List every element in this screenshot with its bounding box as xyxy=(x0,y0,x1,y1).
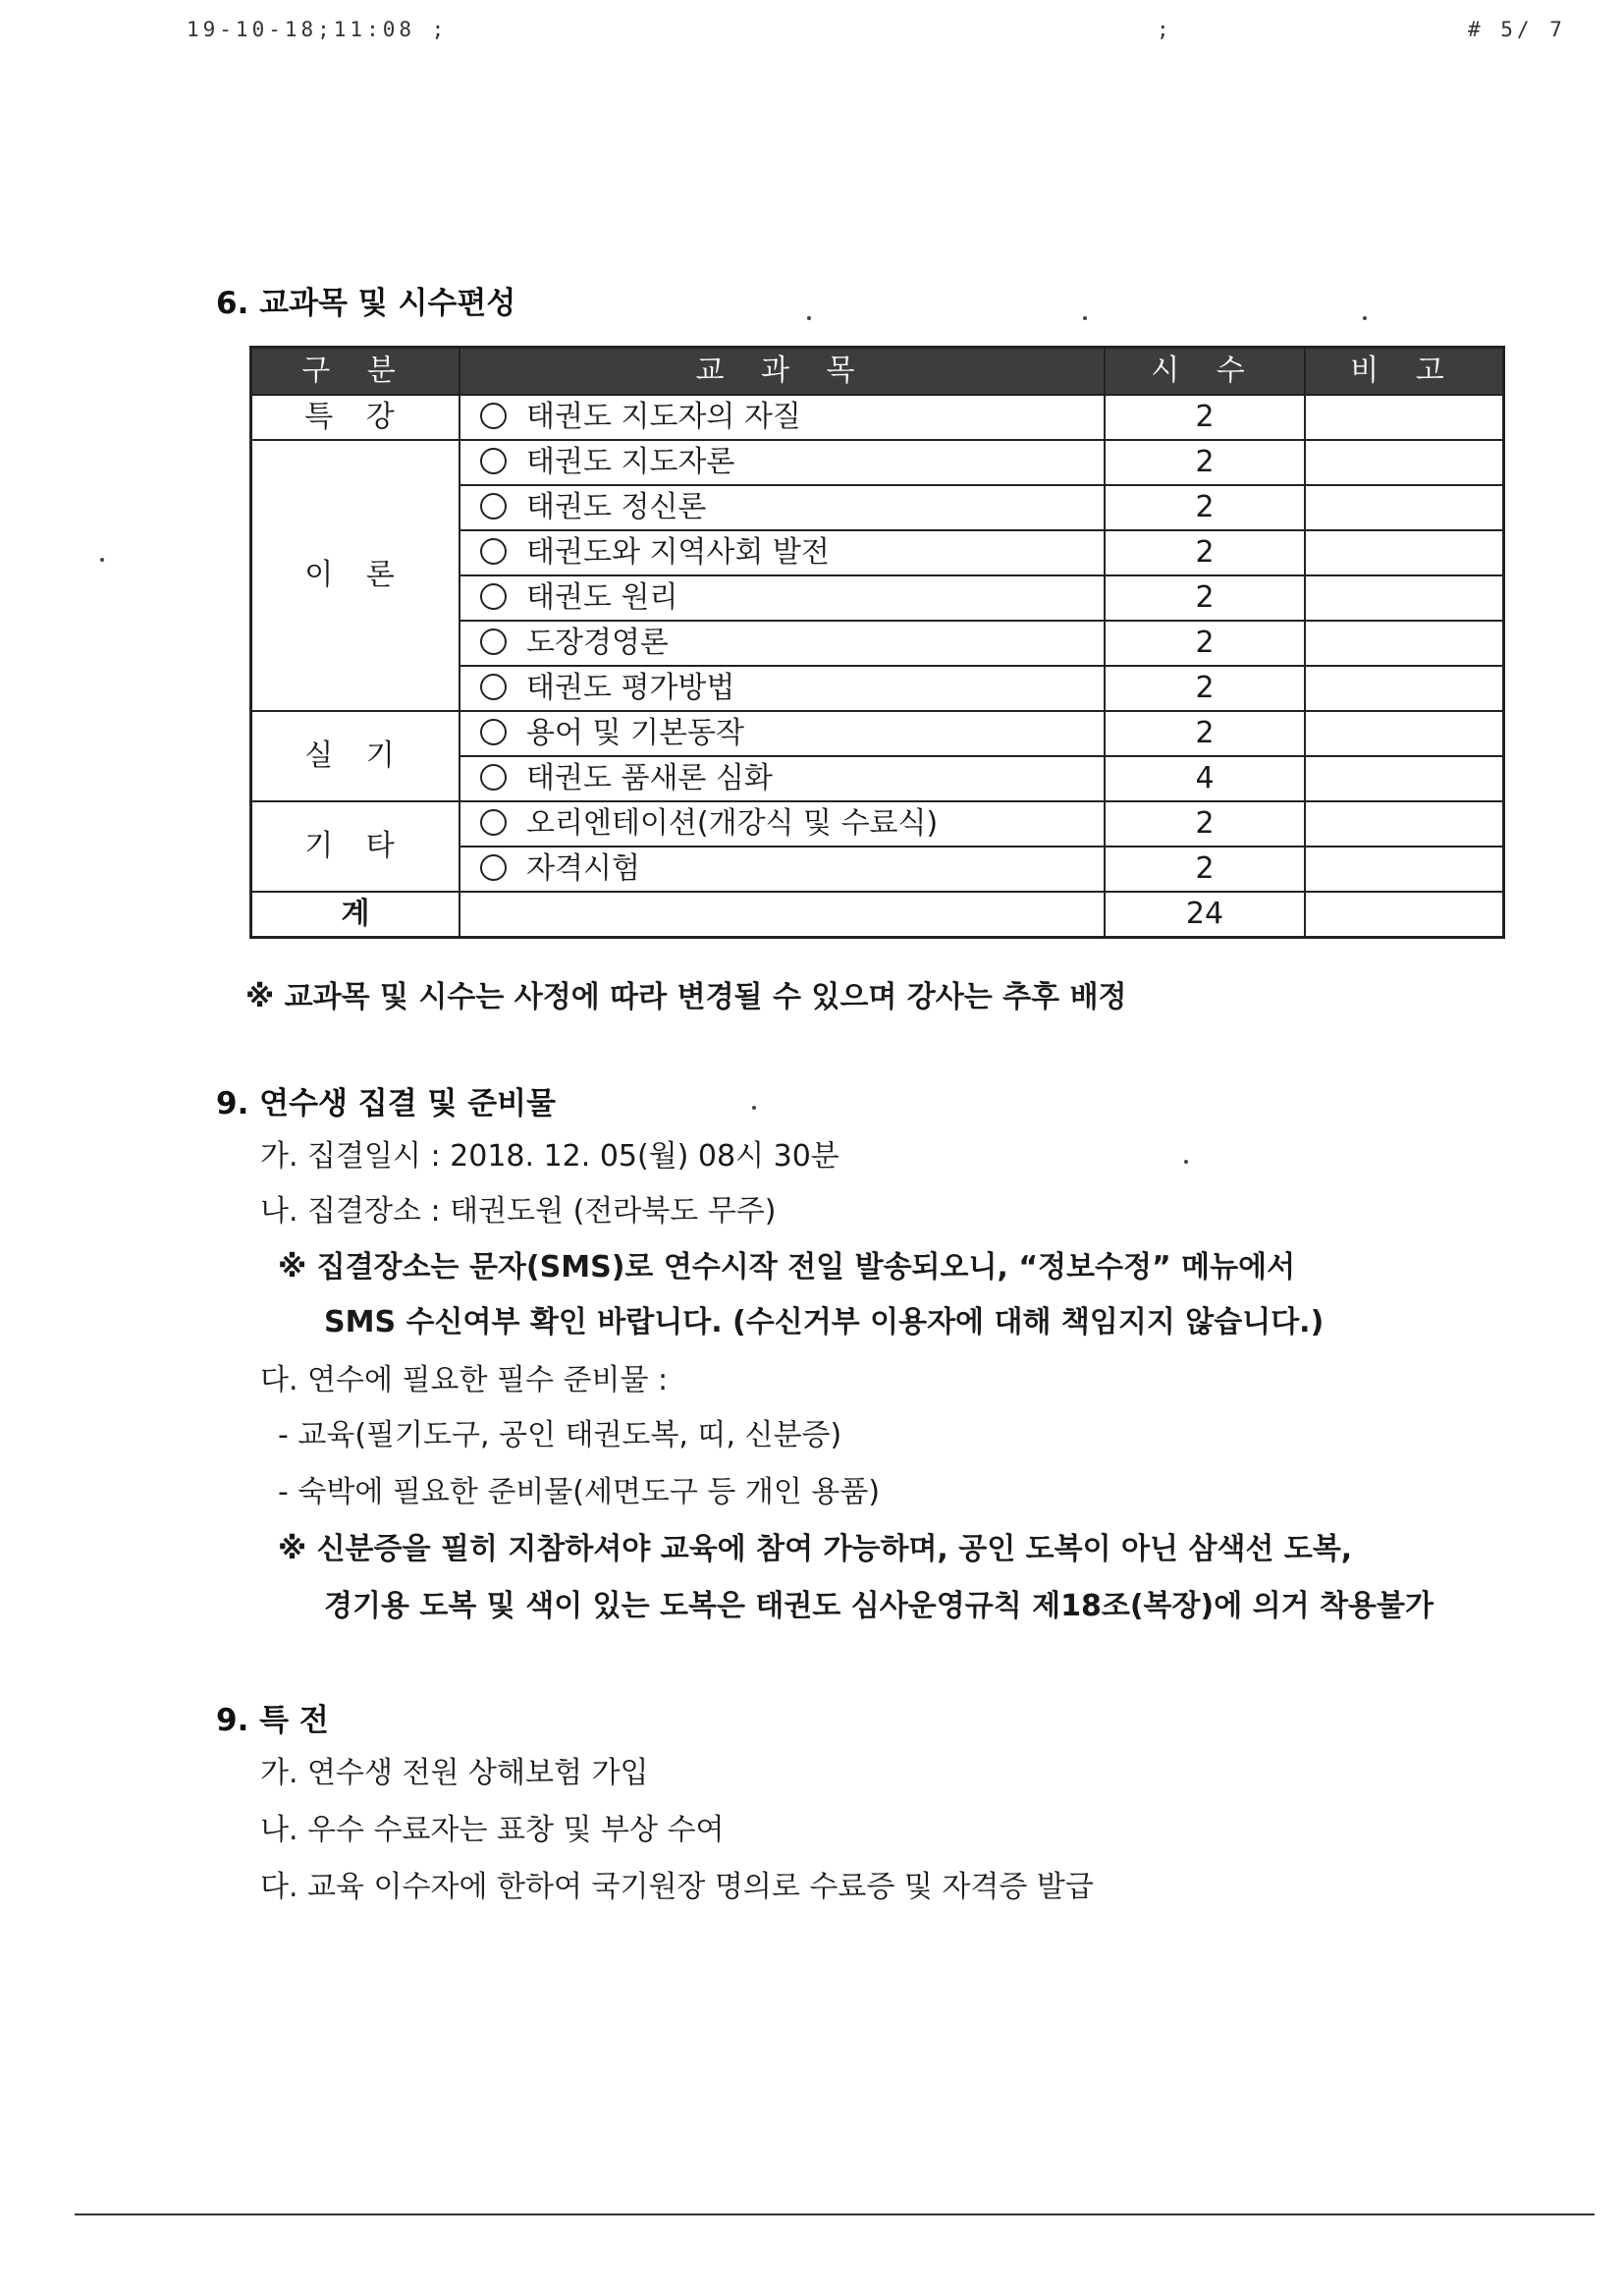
total-notes-cell xyxy=(1305,892,1504,938)
fax-timestamp: 19-10-18;11:08 ; xyxy=(187,18,449,41)
hours-cell: 2 xyxy=(1105,711,1305,756)
subject-cell: 용어 및 기본동작 xyxy=(460,711,1105,756)
notes-cell xyxy=(1305,621,1504,666)
header-subject: 교 과 목 xyxy=(460,348,1105,396)
id-notice-line2: 경기용 도복 및 색이 있는 도복은 태권도 심사운영규칙 제18조(복장)에 의거 착용불가 xyxy=(324,1589,1434,1623)
assembly-datetime: 가. 집결일시 : 2018. 12. 05(월) 08시 30분 xyxy=(260,1139,839,1174)
circle-bullet-icon xyxy=(480,809,507,836)
sms-notice-line2: SMS 수신여부 확인 바랍니다. (수신거부 이용자에 대해 책임지지 않습니다.) xyxy=(324,1305,1325,1339)
fax-header xyxy=(0,18,1623,57)
hours-cell: 2 xyxy=(1105,485,1305,530)
hours-cell: 2 xyxy=(1105,666,1305,711)
table-row xyxy=(251,801,1504,847)
circle-bullet-icon xyxy=(480,403,507,429)
category-special-lecture: 특 강 xyxy=(251,395,460,440)
subject-cell: 도장경영론 xyxy=(460,621,1105,666)
circle-bullet-icon xyxy=(480,448,507,474)
notes-cell xyxy=(1305,711,1504,756)
benefit-insurance: 가. 연수생 전원 상해보험 가입 xyxy=(260,1756,649,1790)
supplies-education: - 교육(필기도구, 공인 태권도복, 띠, 신분증) xyxy=(278,1418,842,1452)
hours-cell: 2 xyxy=(1105,575,1305,621)
curriculum-note: ※ 교과목 및 시수는 사정에 따라 변경될 수 있으며 강사는 추후 배정 xyxy=(245,980,1127,1014)
circle-bullet-icon xyxy=(480,493,507,519)
subject-cell: 자격시험 xyxy=(460,847,1105,892)
curriculum-table xyxy=(249,346,1505,939)
subject-cell: 태권도와 지역사회 발전 xyxy=(460,530,1105,575)
table-row xyxy=(251,395,1504,440)
subject-cell: 태권도 정신론 xyxy=(460,485,1105,530)
supplies-heading: 다. 연수에 필요한 필수 준비물 : xyxy=(260,1363,669,1397)
subject-cell: 태권도 지도자론 xyxy=(460,440,1105,485)
table-total-row xyxy=(251,892,1504,938)
fax-page-number: # 5/ 7 xyxy=(1468,18,1566,41)
id-notice-line1: ※ 신분증을 필히 지참하셔야 교육에 참여 가능하며, 공인 도복이 아닌 삼색선 도복, xyxy=(278,1532,1353,1566)
notes-cell xyxy=(1305,440,1504,485)
subject-cell: 태권도 품새론 심화 xyxy=(460,756,1105,801)
section-9-assembly-title: 9. 연수생 집결 및 준비물 xyxy=(216,1086,557,1121)
category-etc: 기 타 xyxy=(251,801,460,892)
scan-speck xyxy=(1363,316,1367,320)
circle-bullet-icon xyxy=(480,764,507,791)
table-header-row xyxy=(251,348,1504,396)
scan-speck xyxy=(752,1106,756,1110)
notes-cell xyxy=(1305,395,1504,440)
notes-cell xyxy=(1305,485,1504,530)
hours-cell: 4 xyxy=(1105,756,1305,801)
subject-cell: 태권도 지도자의 자질 xyxy=(460,395,1105,440)
benefit-certificate: 다. 교육 이수자에 한하여 국기원장 명의로 수료증 및 자격증 발급 xyxy=(260,1870,1094,1904)
assembly-location: 나. 집결장소 : 태권도원 (전라북도 무주) xyxy=(260,1194,777,1229)
hours-cell: 2 xyxy=(1105,621,1305,666)
hours-cell: 2 xyxy=(1105,530,1305,575)
total-subject-cell xyxy=(460,892,1105,938)
table-row xyxy=(251,440,1504,485)
supplies-lodging: - 숙박에 필요한 준비물(세면도구 등 개인 용품) xyxy=(278,1475,881,1509)
circle-bullet-icon xyxy=(480,674,507,700)
header-notes: 비 고 xyxy=(1305,348,1504,396)
total-hours: 24 xyxy=(1105,892,1305,938)
table-row xyxy=(251,711,1504,756)
benefit-award: 나. 우수 수료자는 표창 및 부상 수여 xyxy=(260,1813,725,1847)
notes-cell xyxy=(1305,666,1504,711)
section-6-title: 6. 교과목 및 시수편성 xyxy=(216,286,516,321)
category-theory: 이 론 xyxy=(251,440,460,711)
sms-notice-line1: ※ 집결장소는 문자(SMS)로 연수시작 전일 발송되오니, “정보수정” 메뉴에서 xyxy=(278,1250,1296,1285)
total-label: 계 xyxy=(251,892,460,938)
circle-bullet-icon xyxy=(480,854,507,881)
hours-cell: 2 xyxy=(1105,395,1305,440)
fax-separator: ; xyxy=(1157,18,1173,41)
section-9-benefits-title: 9. 특 전 xyxy=(216,1703,329,1738)
notes-cell xyxy=(1305,756,1504,801)
hours-cell: 2 xyxy=(1105,440,1305,485)
notes-cell xyxy=(1305,847,1504,892)
subject-cell: 태권도 평가방법 xyxy=(460,666,1105,711)
scan-speck xyxy=(1083,316,1087,320)
notes-cell xyxy=(1305,801,1504,847)
subject-cell: 태권도 원리 xyxy=(460,575,1105,621)
hours-cell: 2 xyxy=(1105,847,1305,892)
subject-cell: 오리엔테이션(개강식 및 수료식) xyxy=(460,801,1105,847)
notes-cell xyxy=(1305,530,1504,575)
header-category: 구 분 xyxy=(251,348,460,396)
header-hours: 시 수 xyxy=(1105,348,1305,396)
footer-divider xyxy=(75,2214,1595,2215)
scan-speck xyxy=(100,558,104,562)
notes-cell xyxy=(1305,575,1504,621)
scan-speck xyxy=(807,316,811,320)
circle-bullet-icon xyxy=(480,583,507,610)
scan-speck xyxy=(1184,1160,1188,1164)
circle-bullet-icon xyxy=(480,538,507,565)
category-practice: 실 기 xyxy=(251,711,460,801)
circle-bullet-icon xyxy=(480,719,507,745)
circle-bullet-icon xyxy=(480,629,507,655)
hours-cell: 2 xyxy=(1105,801,1305,847)
